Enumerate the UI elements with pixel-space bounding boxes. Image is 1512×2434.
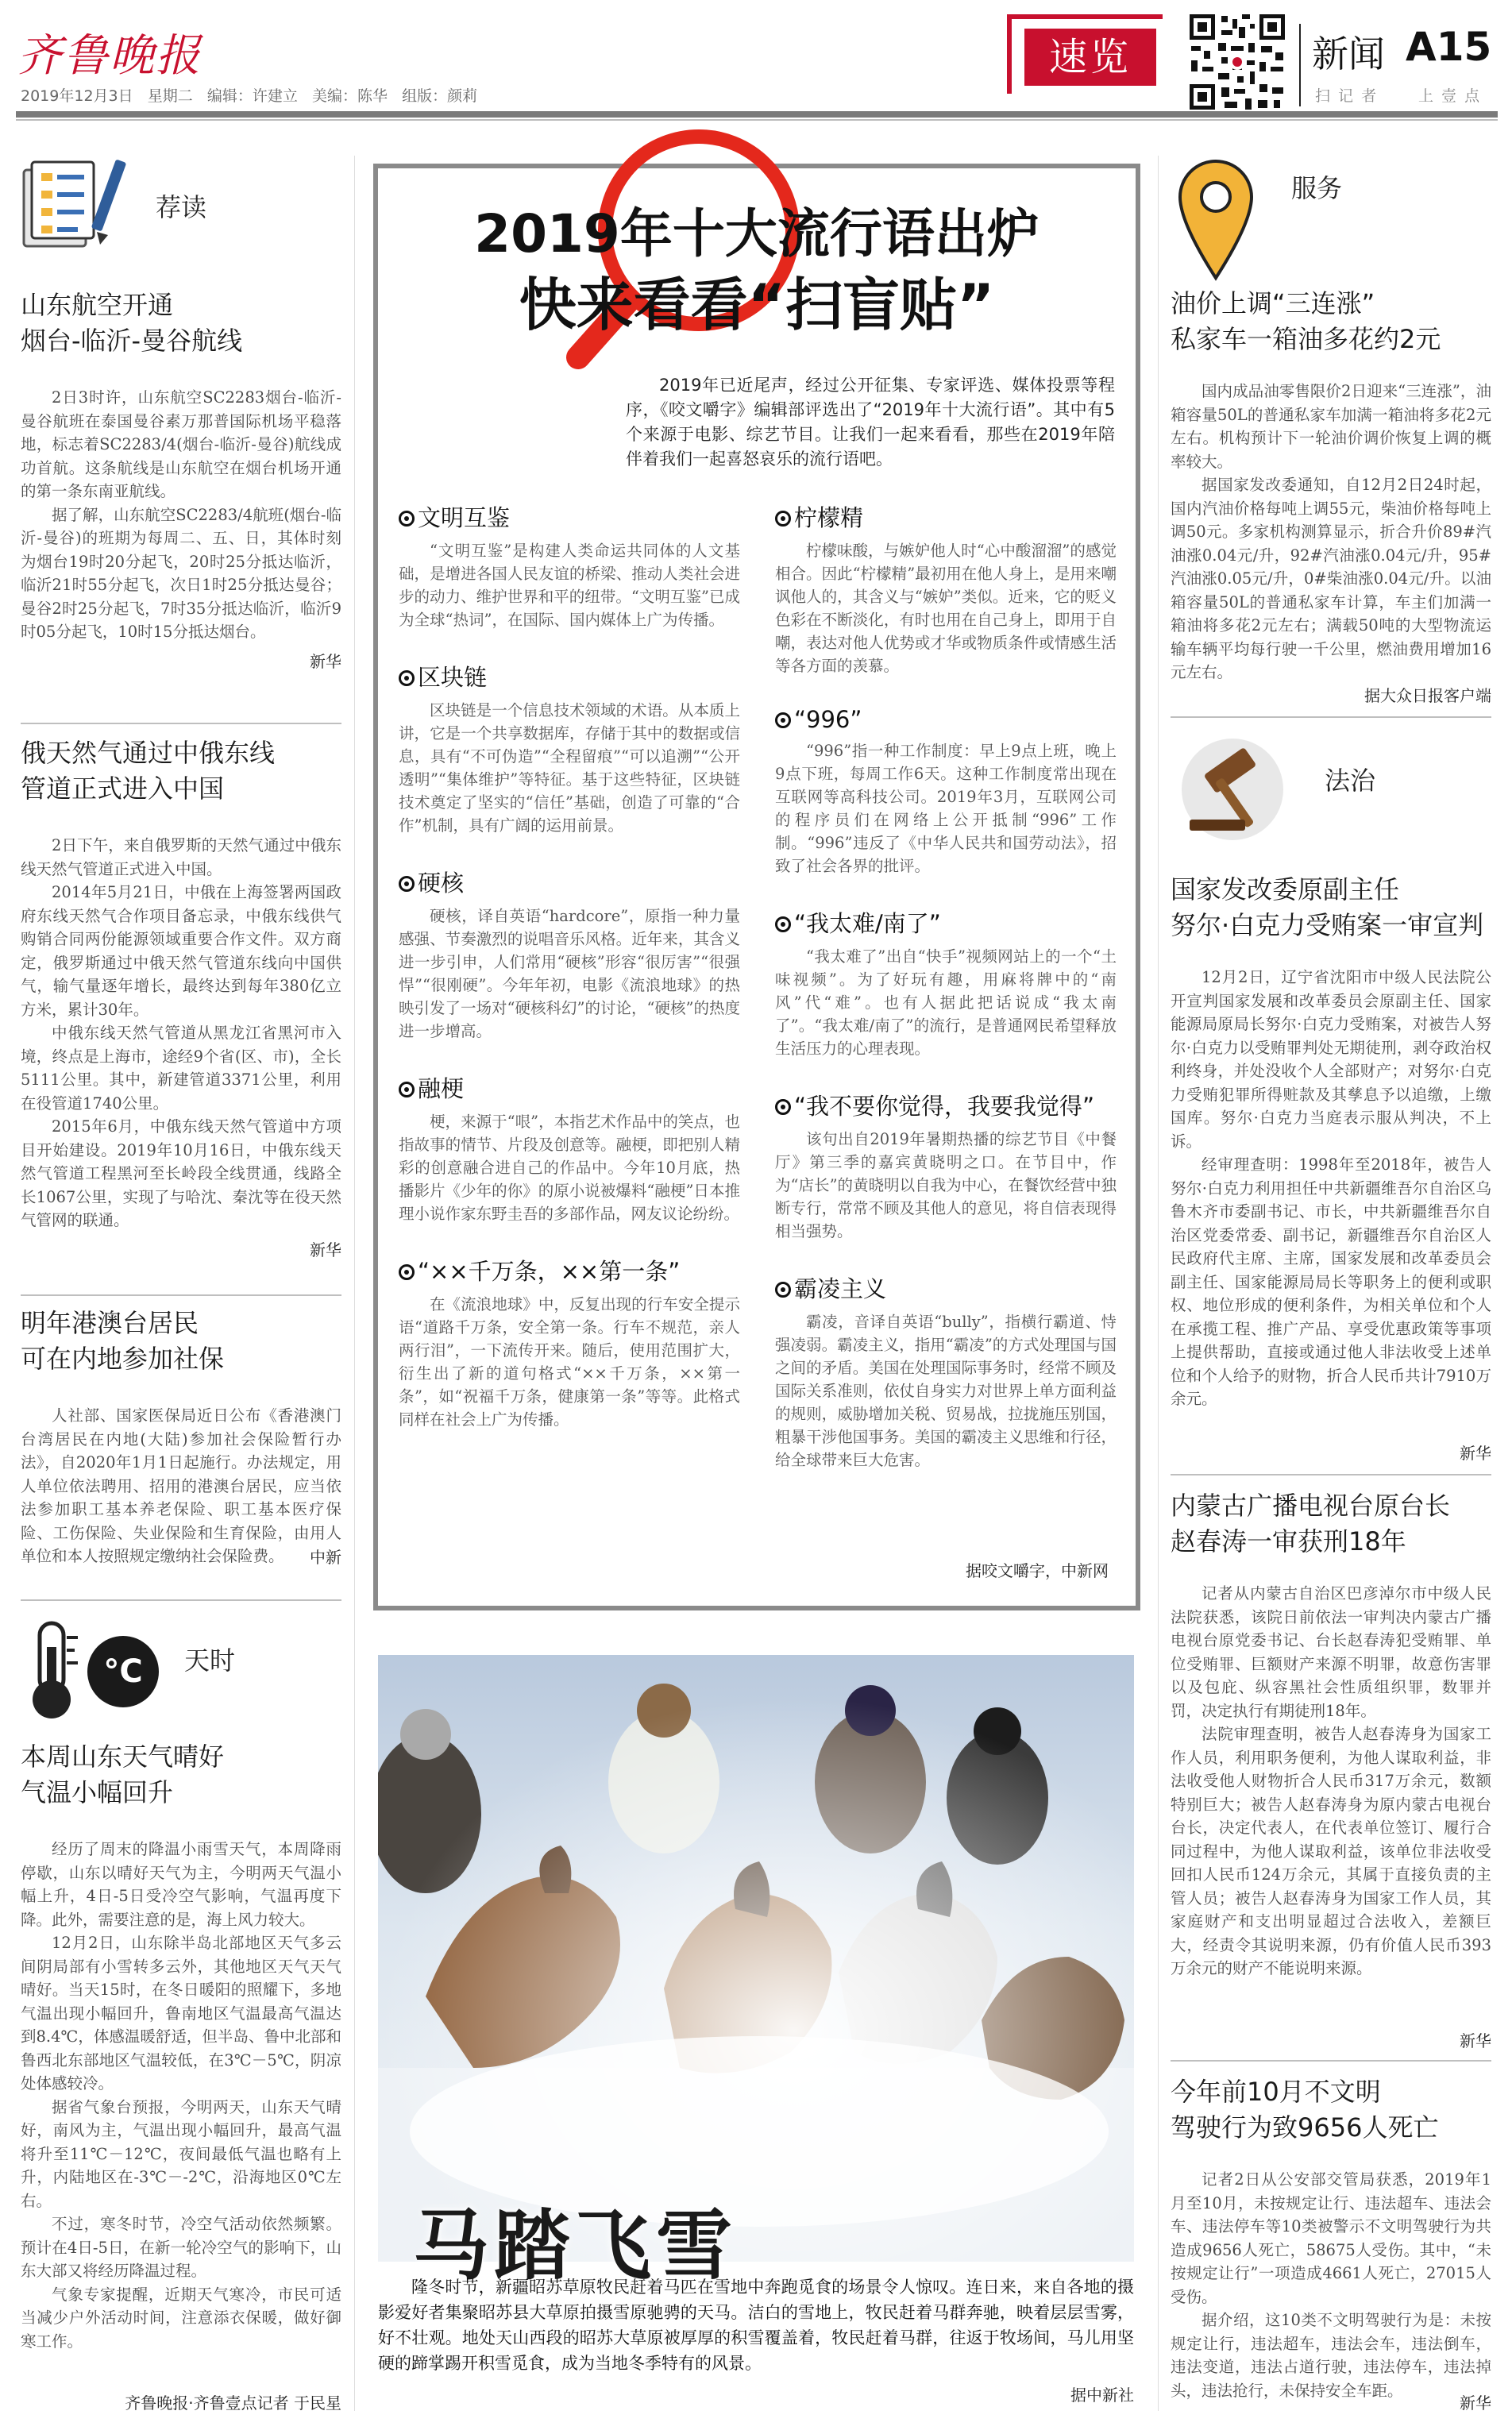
- bullet-target-icon: [775, 916, 791, 932]
- thermometer-icon: [21, 1620, 84, 1723]
- masthead-rule: [16, 111, 1498, 118]
- buzzword-body: 区块链是一个信息技术领域的术语。从本质上讲，它是一个共享数据库，存储于其中的数据或信息，具有“不可伪造”“全程留痕”“可以追溯”“公开透明”“集体维护”等特征。基于这些特征，区块链技术奠定了坚实的“信任”基础，创造了可靠的“合作”机制，具有广阔的运用前景。: [399, 701, 740, 835]
- buzzword-item: [399, 1071, 740, 1225]
- location-pin-icon: [1172, 151, 1259, 286]
- article-source: 新华: [1460, 2393, 1491, 2413]
- buzzword-body: 梗，来源于“哏”，本指艺术作品中的笑点，也指故事的情节、片段及创意等。融梗，即把别人精彩的创意融合进自己的作品中。今年10月底，热播影片《少年的你》的原小说被爆料“融梗”日本推理小说作家东野圭吾的多部作品，网友议论纷纷。: [399, 1113, 740, 1223]
- buzzword-item: [399, 866, 740, 1043]
- article-weather: [21, 1739, 341, 2353]
- article-headline: [21, 1306, 341, 1377]
- paragraph: 经历了周末的降温小雨雪天气，本周降雨停歇，山东以晴好天气为主，今明两天气温小幅上升，4日-5日受冷空气影响，气温再度下降。此外，需要注意的是，海上风力较大。: [21, 1840, 341, 1929]
- buzzword-item: [775, 1271, 1117, 1472]
- bullet-target-icon: [775, 511, 791, 527]
- article-source: 新华: [310, 651, 341, 671]
- article-headline: [21, 287, 341, 359]
- headline-line: 私家车一箱油多花约2元: [1171, 324, 1441, 354]
- feature-source: 据咬文嚼字，中新网: [966, 1561, 1109, 1580]
- paragraph: 据介绍，这10类不文明驾驶行为是：未按规定让行，违法超车，违法会车，违法倒车，违法变道，违法占道行驶，违法停车，违法掉头，违法抢行，未保持安全车距。: [1171, 2311, 1491, 2400]
- column-rule: [21, 1599, 341, 1601]
- buzzword-list-right: [775, 500, 1117, 1472]
- article-headline: [1171, 872, 1491, 943]
- buzzword-body: 在《流浪地球》中，反复出现的行车安全提示语“道路千万条，安全第一条。行车不规范，亲人两行泪”，一下流传开来。随后，使用范围扩大，衍生出了新的道句格式“××千万条，××第一条”，如“祝福千万条，健康第一条”等等。此格式同样在社会上广为传播。: [399, 1295, 740, 1429]
- headline-line: 努尔·白克力受贿案一审宣判: [1171, 910, 1484, 940]
- buzzword-title: [775, 906, 1117, 939]
- buzzword-list-left: [399, 500, 740, 1431]
- section-badge: 速览: [1024, 29, 1156, 86]
- article-headline: [21, 1739, 341, 1811]
- column-rule: [21, 723, 341, 724]
- issue-date: 2019年12月3日: [21, 87, 133, 105]
- article-shandong-airlines: [21, 287, 341, 672]
- article-bribery-case: [1171, 872, 1491, 1411]
- buzzword-body: “文明互鉴”是构建人类命运共同体的人文基础，是增进各国人民友谊的桥梁、推动人类社会进步的动力、维护世界和平的纽带。“文明互鉴”已成为全球“热词”，在国际、国内媒体上广为传播。: [399, 542, 740, 629]
- headline-line: 气温小幅回升: [21, 1777, 174, 1807]
- paragraph: 2014年5月21日，中俄在上海签署两国政府东线天然气合作项目备忘录，中俄东线供气购销合同两份能源领域重要合作文件。双方商定，俄罗斯通过中俄天然气管道东线向中国供气，输气量逐年增长，最终达到每年380亿立方米，累计30年。: [21, 883, 341, 1019]
- headline-line: 山东航空开通: [21, 290, 174, 320]
- buzzword-title: [775, 500, 1117, 533]
- column-rule: [1171, 2060, 1491, 2062]
- buzzword-title-text: “我不要你觉得，我要我觉得”: [794, 1093, 1095, 1120]
- buzzword-body: 霸凌，音译自英语“bully”，指横行霸道、恃强凌弱。霸凌主义，指用“霸凌”的方式处理国与国之间的矛盾。美国在处理国际事务时，经常不顾及国际关系准则，依仗自身实力对世界上单方面利益的规则，威胁增加关税、贸易战，拉拢施压别国，粗暴干涉他国事务。美国的霸凌主义思维和行径，给全球带来巨大危害。: [775, 1313, 1117, 1469]
- article-traffic-deaths: [1171, 2074, 1491, 2402]
- buzzword-title-text: “我太难/南了”: [794, 910, 941, 937]
- paragraph: 国内成品油零售限价2日迎来“三连涨”，油箱容量50L的普通私家车加满一箱油将多花2元左右。机构预计下一轮油价调价恢复上调的概率较大。: [1171, 382, 1491, 471]
- masthead-meta: [21, 84, 477, 106]
- buzzword-title-text: “996”: [794, 706, 862, 733]
- article-source: 据大众日报客户端: [1364, 686, 1491, 705]
- qr-label-right: 上 壹 点: [1418, 87, 1482, 105]
- buzzword-item: [775, 706, 1117, 878]
- bullet-target-icon: [775, 1099, 791, 1115]
- buzzword-body: 柠檬味酸，与嫉妒他人时“心中酸溜溜”的感觉相合。因此“柠檬精”最初用在他人身上，是用来嘲讽他人的，其含义与“嫉妒”类似。近来，它的贬义色彩在不断淡化，有时也用在自己身上，即用于自嘲，表达对他人优势或才华或物质条件或情感生活等各方面的羡慕。: [775, 542, 1117, 675]
- paragraph: 2015年6月，中俄东线天然气管道中方项目开始建设。2019年10月16日，中俄东线天然气管道工程黑河至长岭段全线贯通，线路全长1067公里，实现了与哈沈、秦沈等在役天然气管网的联通。: [21, 1117, 341, 1229]
- headline-line: 明年港澳台居民: [21, 1308, 199, 1338]
- article-social-insurance: [21, 1306, 341, 1568]
- qr-label-left: 扫 记 者: [1315, 87, 1379, 105]
- column-separator: [1158, 156, 1159, 2411]
- article-headline: [1171, 2074, 1491, 2146]
- article-source: 新华: [1460, 1444, 1491, 1463]
- recommend-icon: [21, 156, 148, 251]
- headline-line-1: 2019年十大流行语出炉: [474, 203, 1040, 264]
- buzzword-title: [399, 866, 740, 898]
- newspaper-logo: 齐鲁晚报: [17, 30, 202, 82]
- buzzword-title: [399, 500, 740, 533]
- bullet-target-icon: [399, 511, 415, 527]
- article-broadcast-case: [1171, 1488, 1491, 1981]
- headline-line: 赵春涛一审获刑18年: [1171, 1526, 1406, 1556]
- paragraph: 记者2日从公安部交管局获悉，2019年1月至10月，未按规定让行、违法超车、违法会车、违法停车等10类被警示不文明驾驶行为共造成9656人死亡，58675人受伤。其中，“未按规定让行”一项造成4661人死亡，27015人受伤。: [1171, 2170, 1491, 2306]
- law-label: 法治: [1325, 766, 1376, 796]
- article-source: 中新: [310, 1547, 341, 1567]
- buzzword-title: [399, 1071, 740, 1104]
- buzzword-item: [399, 1254, 740, 1431]
- paragraph: 气象专家提醒，近期天气寒冷，市民可适当减少户外活动时间，注意添衣保暖，做好御寒工作。: [21, 2285, 341, 2351]
- buzzword-item: [399, 500, 740, 631]
- buzzword-title: [775, 1271, 1117, 1304]
- headline-line: 国家发改委原副主任: [1171, 874, 1400, 905]
- photo-title: 马踏飞雪: [413, 2201, 737, 2290]
- column-rule: [21, 1294, 341, 1296]
- buzzword-body: “996”指一种工作制度：早上9点上班，晚上9点下班，每周工作6天。这种工作制度常出现在互联网等高科技公司。2019年3月，互联网公司的程序员们在网络上公开抵制“996”工作制。“996”违反了《中华人民共和国劳动法》，招致了社会各界的批评。: [775, 742, 1117, 875]
- paragraph: 12月2日，辽宁省沈阳市中级人民法院公开宣判国家发展和改革委员会原副主任、国家能源局原局长努尔·白克力受贿案，对被告人努尔·白克力以受贿罪判处无期徒刑，剥夺政治权利终身，并处没收个人全部财产；对努尔·白克力受贿犯罪所得赃款及其孳息予以追缴，上缴国库。努尔·白克力当庭表示服从判决，不上诉。: [1171, 968, 1491, 1151]
- headline-line: 内蒙古广播电视台原台长: [1171, 1491, 1451, 1521]
- paragraph: 人社部、国家医保局近日公布《香港澳门台湾居民在内地(大陆)参加社会保险暂行办法》，自2020年1月1日起施行。办法规定，用人单位依法聘用、招用的港澳台居民，应当依法参加职工基本养老保险、职工基本医疗保险、工伤保险、失业保险和生育保险，由用人单位和本人按照规定缴纳社会保险费。: [21, 1406, 341, 1565]
- headline-line: 本周山东天气晴好: [21, 1742, 225, 1772]
- feature-headline: [381, 200, 1132, 341]
- buzzword-title-text: 霸凌主义: [794, 1275, 887, 1302]
- buzzword-title-text: 硬核: [418, 870, 465, 897]
- headline-line: 可在内地参加社保: [21, 1344, 225, 1374]
- article-oil-price: [1171, 286, 1491, 685]
- buzzword-title: [775, 1089, 1117, 1121]
- issue-weekday: 星期二: [147, 87, 193, 105]
- photo-horses-in-snow: [378, 1655, 1134, 2262]
- celsius-icon: °C: [87, 1636, 159, 1707]
- buzzword-body: “我太难了”出自“快手”视频网站上的一个“土味视频”。为了好玩有趣，用麻将牌中的“南风”代“难”。也有人据此把话说成“我太南了”。“我太难/南了”的流行，是普通网民希望释放生活压力的心理表现。: [775, 947, 1117, 1058]
- article-gas-pipeline: [21, 735, 341, 1260]
- article-headline: [21, 735, 341, 807]
- bullet-target-icon: [399, 876, 415, 892]
- bullet-target-icon: [399, 1082, 415, 1097]
- buzzword-title: [775, 706, 1117, 733]
- masthead-divider: [1299, 24, 1301, 106]
- article-source: 新华: [310, 1240, 341, 1259]
- headline-line: 油价上调“三连涨”: [1171, 288, 1375, 318]
- photo-credit: 据中新社: [1070, 2386, 1134, 2405]
- bullet-target-icon: [399, 670, 415, 686]
- paragraph: 记者从内蒙古自治区巴彦淖尔市中级人民法院获悉，该院日前依法一审判决内蒙古广播电视台原党委书记、台长赵春涛犯受贿罪、单位受贿罪、巨额财产来源不明罪，故意伤害罪以及包庇、纵容黑社会性质组织罪，数罪并罚，决定执行有期徒刑18年。: [1171, 1584, 1491, 1720]
- qr-code[interactable]: [1186, 11, 1288, 113]
- paragraph: 12月2日，山东除半岛北部地区天气多云间阴局部有小雪转多云外，其他地区天气天气晴好。当天15时，在冬日暖阳的照耀下，多地气温出现小幅回升，鲁南地区气温最高气温达到8.4℃，体感温暖舒适，但半岛、鲁中北部和鲁西北东部地区气温较低，在3℃－5℃，阴凉处体感较冷。: [21, 1934, 341, 2093]
- section-name: 新闻: [1312, 33, 1385, 75]
- paragraph: 法院审理查明，被告人赵春涛身为国家工作人员，利用职务便利，为他人谋取利益，非法收受他人财物折合人民币317万余元，数额特别巨大；被告人赵春涛身为原内蒙古电视台台长，决定代表人，在代表单位签订、履行合同过程中，为他人谋取利益，该单位非法收受回扣人民币124万余元，其属于直接负责的主管人员；被告人赵春涛身为国家工作人员，其家庭财产和支出明显超过合法收入，差额巨大，经责令其说明来源，仍有价值人民币393万余元的财产不能说明来源。: [1171, 1725, 1491, 1977]
- editor-credit: 编辑：许建立: [206, 87, 298, 105]
- article-headline: [1171, 286, 1491, 357]
- buzzword-title: [399, 1254, 740, 1286]
- gavel-icon: [1174, 731, 1301, 842]
- paragraph: 2日3时许，山东航空SC2283烟台-临沂-曼谷航班在泰国曼谷素万那普国际机场平稳落地，标志着SC2283/4(烟台-临沂-曼谷)航线成功首航。这条航线是山东航空在烟台机场开通的第一条东南亚航线。: [21, 388, 341, 500]
- bullet-target-icon: [399, 1264, 415, 1280]
- bullet-target-icon: [775, 712, 791, 728]
- buzzword-title-text: 柠檬精: [794, 504, 864, 531]
- feature-intro: 2019年已近尾声，经过公开征集、专家评选、媒体投票等程序，《咬文嚼字》编辑部评选出了“2019年十大流行语”。其中有5个来源于电影、综艺节目。让我们一起来看看，那些在2019年陪伴着我们一起喜怒哀乐的流行语吧。: [626, 376, 1115, 469]
- paragraph: 据国家发改委通知，自12月2日24时起，国内汽油价格每吨上调55元，柴油价格每吨上调50元。多家机构测算显示，折合升价89#汽油涨0.04元/升，92#汽油涨0.04元/升，95#汽油涨0.05元/升，0#柴油涨0.04元/升。以油箱容量50L的普通私家车计算，车主们加满一箱油将多花2元左右；满载50吨的大型物流运输车辆平均每行驶一千公里，燃油费用增加16元左右。: [1171, 476, 1491, 681]
- paragraph: 据了解，山东航空SC2283/4航班(烟台-临沂-曼谷)的班期为每周二、五、日，其体时刻为烟台19时20分起飞，20时25分抵达临沂，临沂21时55分起飞，次日1时25分抵达曼谷；曼谷2时25分起飞，7时35分抵达临沂，临沂9时05分起飞，10时15分抵达烟台。: [21, 505, 341, 641]
- buzzword-body: 该句出自2019年暑期热播的综艺节目《中餐厅》第三季的嘉宾黄晓明之口。在节目中，作为“店长”的黄晓明以自我为中心，在餐饮经营中独断专行，常常不顾及其他人的意见，将自信表现得相当强势。: [775, 1130, 1117, 1240]
- headline-line: 管道正式进入中国: [21, 773, 225, 804]
- service-label: 服务: [1291, 173, 1343, 203]
- page-number: A15: [1406, 24, 1492, 70]
- buzzword-item: [775, 1089, 1117, 1243]
- bullet-target-icon: [775, 1282, 791, 1298]
- layout-credit: 组版：颜莉: [402, 87, 478, 105]
- paragraph: 据省气象台预报，今明两天，山东天气晴好，南风为主，气温出现小幅回升，最高气温将升至11℃－12℃，夜间最低气温也略有上升，内陆地区在-3℃－-2℃，沿海地区0℃左右。: [21, 2097, 341, 2210]
- paragraph: 不过，寒冬时节，冷空气活动依然频繁。预计在4日-5日，在新一轮冷空气的影响下，山东大部又将经历降温过程。: [21, 2215, 341, 2280]
- buzzword-title-text: 文明互鉴: [418, 504, 511, 531]
- buzzword-title-text: “××千万条，××第一条”: [418, 1258, 681, 1285]
- weather-label: 天时: [184, 1645, 236, 1676]
- column-separator: [354, 156, 355, 2411]
- article-source: 新华: [1460, 2031, 1491, 2050]
- recommend-label: 荐读: [156, 192, 207, 222]
- buzzword-item: [775, 906, 1117, 1060]
- paragraph: 中俄东线天然气管道从黑龙江省黑河市入境，终点是上海市，途经9个省(区、市)，全长5111公里。其中，新建管道3371公里，利用在役管道1740公里。: [21, 1024, 341, 1113]
- article-headline: [1171, 1488, 1491, 1560]
- buzzword-title: [399, 660, 740, 692]
- column-rule: [1171, 716, 1491, 718]
- art-credit: 美编：陈华: [312, 87, 388, 105]
- headline-line: 俄天然气通过中俄东线: [21, 738, 276, 768]
- buzzword-item: [399, 660, 740, 837]
- headline-line-2: 快来看看“扫盲贴”: [519, 272, 995, 338]
- article-source: 齐鲁晚报·齐鲁壹点记者 于民星: [125, 2393, 341, 2413]
- buzzword-body: 硬核，译自英语“hardcore”，原指一种力量感强、节奏激烈的说唱音乐风格。近年来，其含义进一步引申，人们常用“硬核”形容“很厉害”“很强悍”“很刚硬”。今年年初，电影《流浪地球》的热映引发了一场对“硬核科幻”的讨论，“硬核”的热度进一步增高。: [399, 907, 740, 1040]
- buzzword-item: [775, 500, 1117, 677]
- headline-line: 今年前10月不文明: [1171, 2077, 1381, 2107]
- column-rule: [1171, 1474, 1491, 1475]
- paragraph: 2日下午，来自俄罗斯的天然气通过中俄东线天然气管道正式进入中国。: [21, 836, 341, 878]
- headline-line: 烟台-临沂-曼谷航线: [21, 326, 243, 356]
- paragraph: 经审理查明：1998年至2018年，被告人努尔·白克力利用担任中共新疆维吾尔自治区乌鲁木齐市委副书记、市长，中共新疆维吾尔自治区党委常委、副书记，新疆维吾尔自治区人民政府代主席、主席，国家发展和改革委员会副主任、国家能源局局长等职务上的便利或职权、地位形成的便利条件，为相关单位和个人在承揽工程、推广产品、享受优惠政策等事项上提供帮助，直接或通过他人非法收受上述单位和个人给予的财物，折合人民币共计7910万余元。: [1171, 1155, 1491, 1408]
- buzzword-title-text: 区块链: [418, 664, 488, 691]
- headline-line: 驾驶行为致9656人死亡: [1171, 2112, 1439, 2143]
- photo-caption: 隆冬时节，新疆昭苏草原牧民赶着马匹在雪地中奔跑觅食的场景令人惊叹。连日来，来自各地的摄影爱好者集聚昭苏县大草原拍摄雪原驰骋的天马。洁白的雪地上，牧民赶着马群奔驰，映着层层雪雾，好不壮观。地处天山西段的昭苏大草原被厚厚的积雪覆盖着，牧民赶着马群，往返于牧场间，马儿用坚硬的蹄掌踢开积雪觅食，成为当地冬季特有的风景。: [378, 2278, 1134, 2373]
- buzzword-title-text: 融梗: [418, 1075, 465, 1102]
